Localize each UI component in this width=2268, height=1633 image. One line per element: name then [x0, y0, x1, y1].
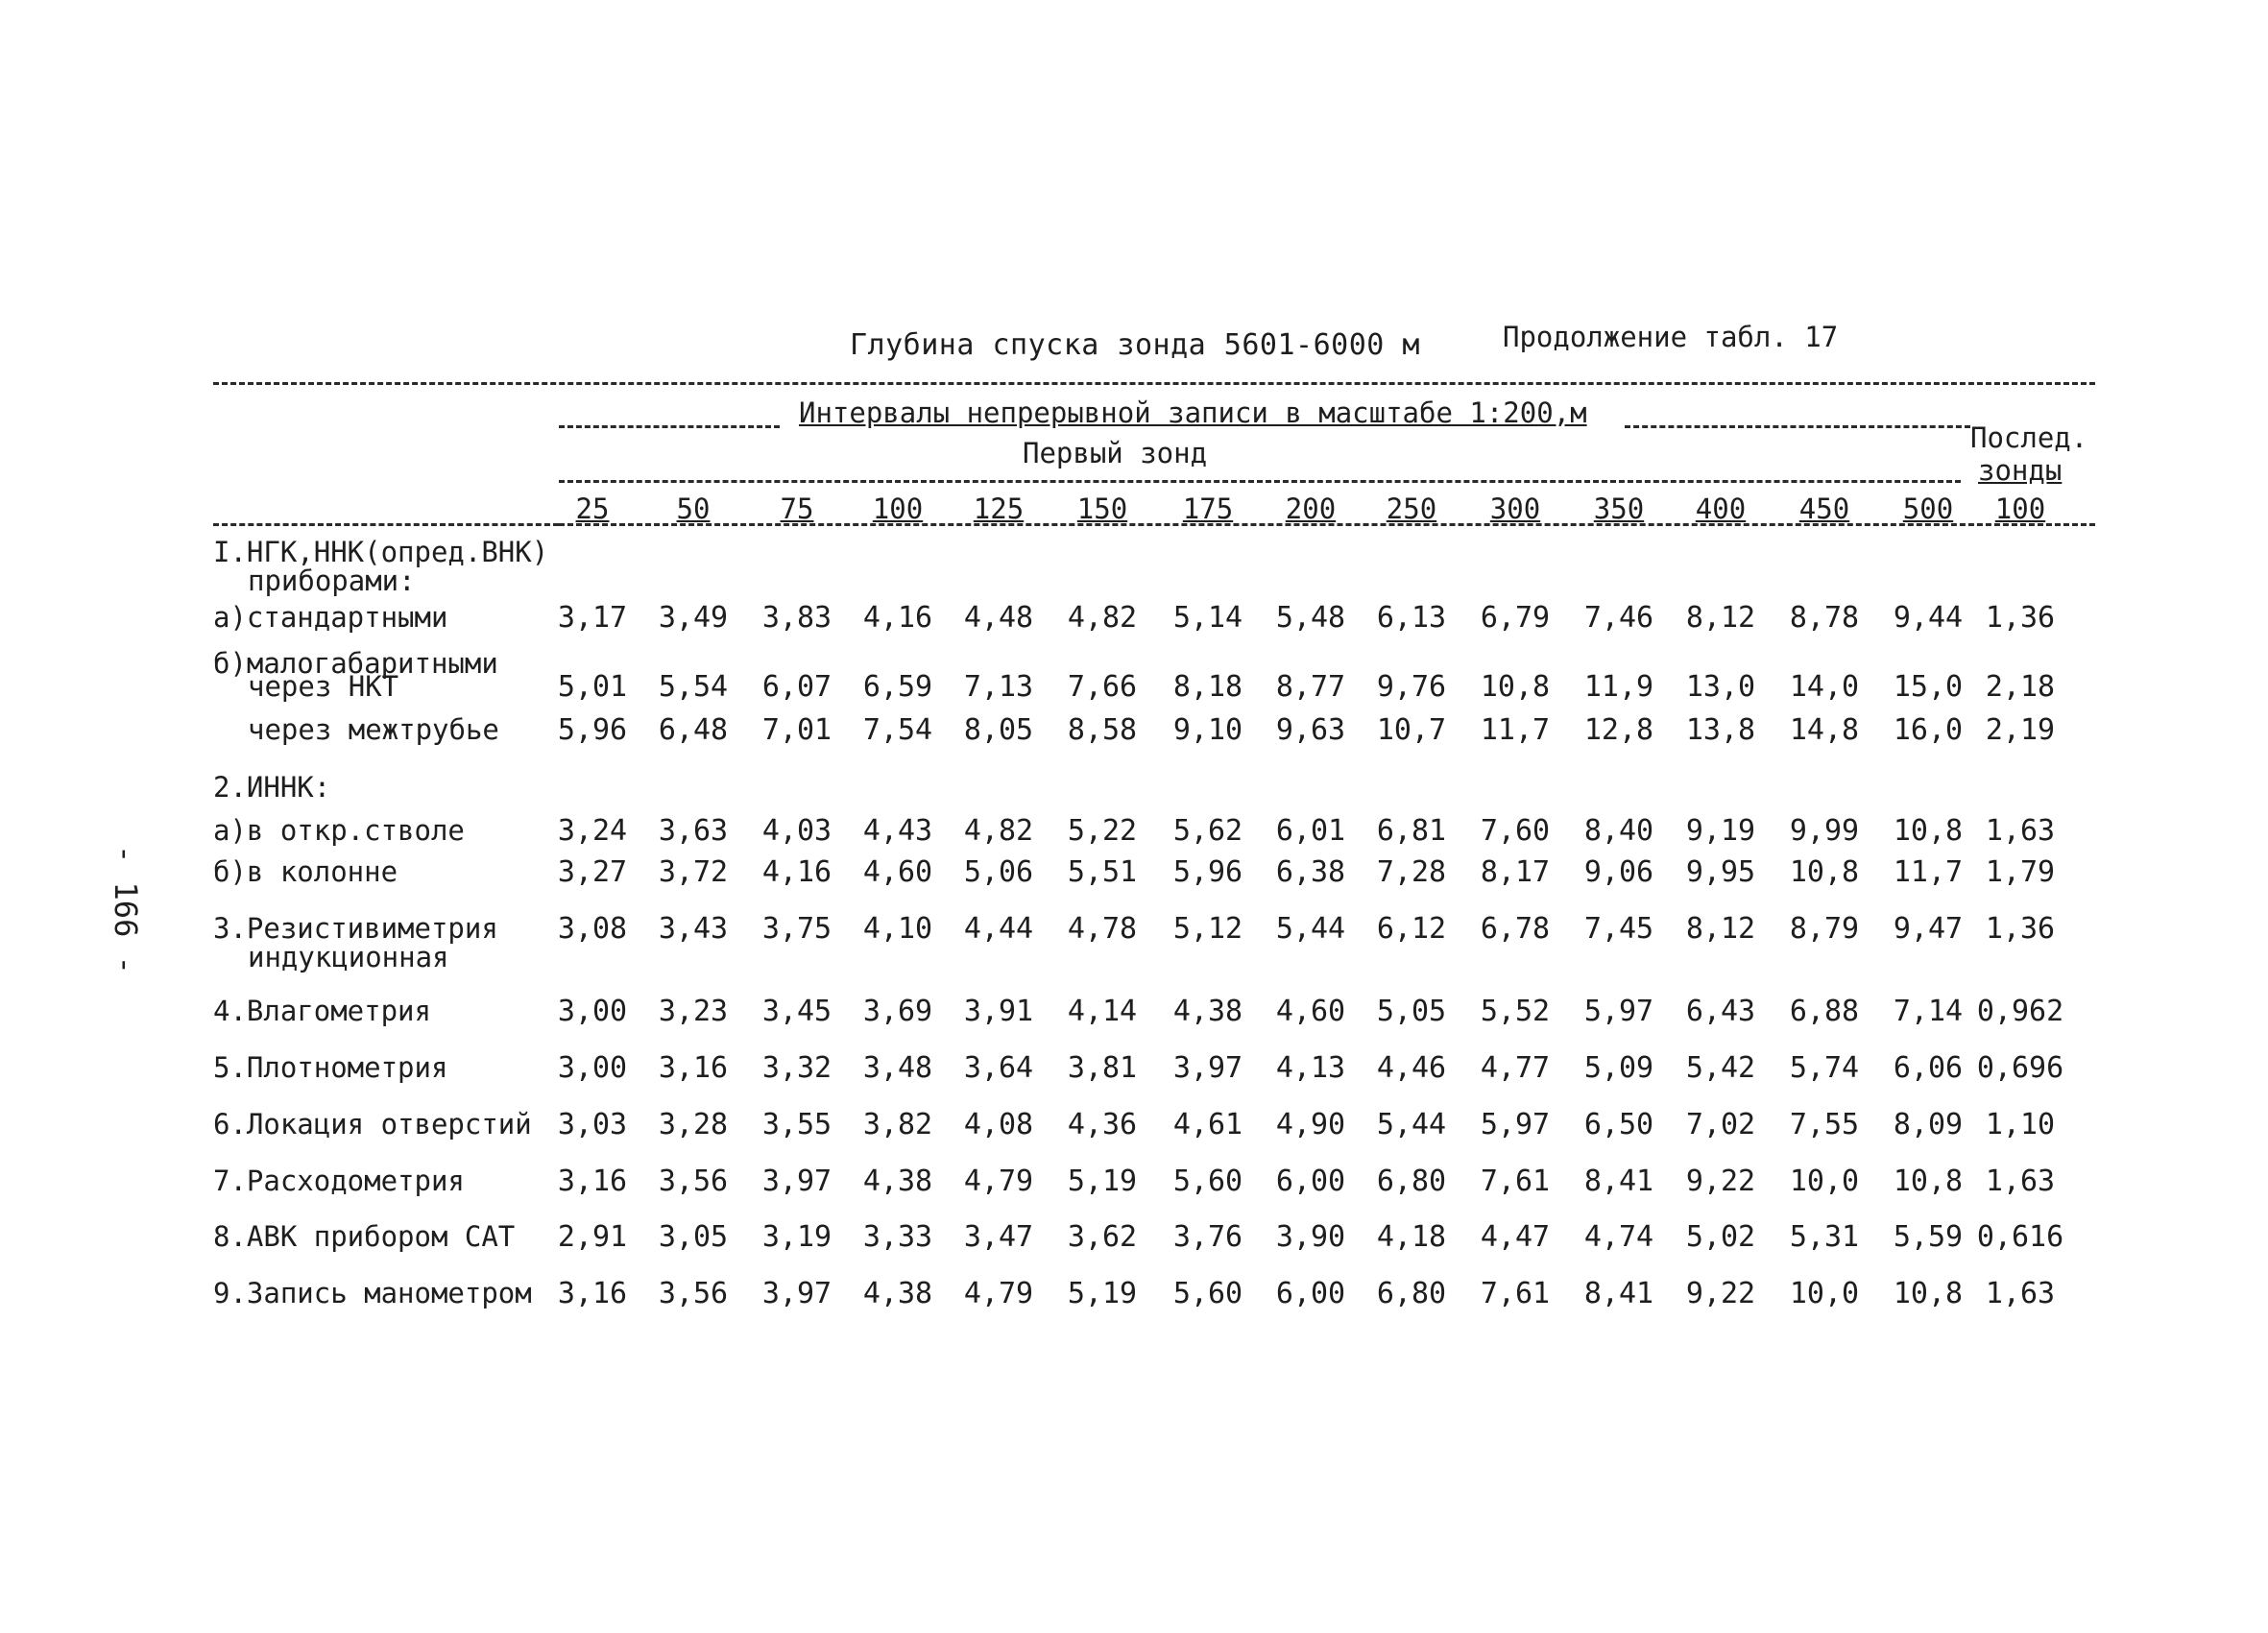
column-header: 100 [1994, 492, 2046, 525]
table-cell: 3,45 [761, 995, 832, 1028]
table-cell: 3,63 [658, 814, 729, 848]
table-cell: 4,60 [862, 855, 933, 889]
table-cell: 6,06 [1893, 1051, 1964, 1085]
table-cell: 10,8 [1480, 670, 1551, 704]
table-cell: 4,18 [1376, 1220, 1447, 1254]
table-cell: 3,72 [658, 855, 729, 889]
group-label-ngk [213, 538, 548, 595]
table-cell: 4,79 [963, 1165, 1034, 1198]
table-cell: 4,38 [1172, 995, 1243, 1028]
table-cell: 5,51 [1067, 855, 1138, 889]
table-cell: 9,22 [1685, 1165, 1756, 1198]
row-label [213, 857, 398, 886]
table-cell: 6,48 [658, 713, 729, 747]
table-cell: 9,44 [1893, 601, 1964, 635]
table-cell: 5,19 [1067, 1165, 1138, 1198]
table-cell: 10,8 [1789, 855, 1860, 889]
row-label-line2: индукционная [248, 941, 449, 973]
table-cell: 7,28 [1376, 855, 1447, 889]
table-cell: 6,81 [1376, 814, 1447, 848]
row-label [213, 1222, 515, 1251]
group-label-ngk-line1: I.НГК,ННК(опред.ВНК) [213, 536, 549, 568]
table-cell: 5,05 [1376, 995, 1447, 1028]
table-cell: 9,47 [1893, 912, 1964, 946]
row-label-line1: 3.Резистивиметрия [213, 912, 498, 945]
column-header: 150 [1076, 492, 1128, 525]
table-cell: 4,48 [963, 601, 1034, 635]
table-cell: 3,56 [658, 1165, 729, 1198]
column-header: 50 [676, 492, 711, 525]
table-cell: 5,52 [1480, 995, 1551, 1028]
group-label-ngk-line2: приборами: [248, 564, 416, 597]
table-cell: 3,32 [761, 1051, 832, 1085]
table-cell: 8,18 [1172, 670, 1243, 704]
first-probe-header: Первый зонд [1023, 437, 1208, 469]
table-cell: 2,91 [557, 1220, 628, 1254]
table-cell: 1,10 [1985, 1108, 2056, 1141]
table-cell: 0,696 [1976, 1051, 2064, 1085]
table-cell: 8,09 [1893, 1108, 1964, 1141]
table-cell: 1,36 [1985, 601, 2056, 635]
table-cell: 3,55 [761, 1108, 832, 1141]
row-label [213, 914, 498, 972]
table-cell: 3,82 [862, 1108, 933, 1141]
table-cell: 4,43 [862, 814, 933, 848]
table-cell: 3,76 [1172, 1220, 1243, 1254]
table-cell: 7,60 [1480, 814, 1551, 848]
table-cell: 6,00 [1275, 1165, 1346, 1198]
table-cell: 4,16 [862, 601, 933, 635]
table-cell: 9,19 [1685, 814, 1756, 848]
table-cell: 5,09 [1583, 1051, 1654, 1085]
row-label [213, 715, 499, 744]
table-cell: 3,00 [557, 995, 628, 1028]
table-cell: 4,36 [1067, 1108, 1138, 1141]
row-label-line1: б)в колонне [213, 855, 398, 888]
table-cell: 3,16 [658, 1051, 729, 1085]
table-cell: 8,12 [1685, 912, 1756, 946]
table-cell: 8,79 [1789, 912, 1860, 946]
column-header: 75 [780, 492, 814, 525]
table-cell: 4,44 [963, 912, 1034, 946]
table-cell: 4,82 [963, 814, 1034, 848]
table-cell: 5,22 [1067, 814, 1138, 848]
table-cell: 0,962 [1976, 995, 2064, 1028]
table-cell: 3,16 [557, 1277, 628, 1310]
table-cell: 1,36 [1985, 912, 2056, 946]
table-cell: 3,24 [557, 814, 628, 848]
column-header: 400 [1695, 492, 1747, 525]
table-cell: 9,76 [1376, 670, 1447, 704]
table-cell: 4,82 [1067, 601, 1138, 635]
table-cell: 4,16 [761, 855, 832, 889]
table-cell: 8,05 [963, 713, 1034, 747]
table-cell: 5,02 [1685, 1220, 1756, 1254]
table-cell: 3,43 [658, 912, 729, 946]
table-cell: 9,10 [1172, 713, 1243, 747]
last-probe-header-line2: зонды [1978, 454, 2063, 487]
table-cell: 4,38 [862, 1277, 933, 1310]
table-cell: 10,0 [1789, 1277, 1860, 1310]
row-label [213, 816, 465, 845]
table-cell: 6,43 [1685, 995, 1756, 1028]
table-cell: 11,7 [1480, 713, 1551, 747]
table-cell: 3,91 [963, 995, 1034, 1028]
row-label [213, 997, 431, 1025]
column-header: 450 [1798, 492, 1850, 525]
table-cell: 16,0 [1893, 713, 1964, 747]
table-cell: 3,97 [761, 1277, 832, 1310]
table-cell: 0,616 [1976, 1220, 2064, 1254]
group-label-innk: 2.ИННК: [213, 771, 331, 804]
table-cell: 3,64 [963, 1051, 1034, 1085]
table-cell: 4,08 [963, 1108, 1034, 1141]
table-cell: 7,45 [1583, 912, 1654, 946]
table-cell: 1,63 [1985, 1277, 2056, 1310]
group-label-small-tools: б)малогабаритными [213, 647, 498, 680]
page-title: Глубина спуска зонда 5601-6000 м [850, 328, 1420, 362]
table-cell: 1,63 [1985, 814, 2056, 848]
table-cell: 4,38 [862, 1165, 933, 1198]
table-cell: 8,12 [1685, 601, 1756, 635]
header-bottom-rule-right [559, 523, 2095, 526]
page-number: - 166 - [108, 845, 144, 974]
table-cell: 4,77 [1480, 1051, 1551, 1085]
row-label [213, 672, 398, 701]
table-cell: 3,05 [658, 1220, 729, 1254]
table-cell: 6,50 [1583, 1108, 1654, 1141]
table-cell: 5,01 [557, 670, 628, 704]
row-label [213, 603, 447, 632]
table-cell: 8,17 [1480, 855, 1551, 889]
table-cell: 4,79 [963, 1277, 1034, 1310]
table-cell: 3,19 [761, 1220, 832, 1254]
table-cell: 4,74 [1583, 1220, 1654, 1254]
table-cell: 7,54 [862, 713, 933, 747]
table-cell: 6,80 [1376, 1165, 1447, 1198]
column-header: 175 [1182, 492, 1234, 525]
table-cell: 5,97 [1480, 1108, 1551, 1141]
table-cell: 5,12 [1172, 912, 1243, 946]
table-cell: 3,27 [557, 855, 628, 889]
table-cell: 5,44 [1376, 1108, 1447, 1141]
header-bottom-rule [213, 523, 559, 526]
table-cell: 4,78 [1067, 912, 1138, 946]
table-cell: 13,8 [1685, 713, 1756, 747]
row-label-line1: 9.Запись манометром [213, 1277, 532, 1309]
table-cell: 1,79 [1985, 855, 2056, 889]
table-cell: 5,62 [1172, 814, 1243, 848]
row-label [213, 1053, 447, 1082]
row-label [213, 1166, 465, 1195]
table-cell: 3,47 [963, 1220, 1034, 1254]
table-cell: 5,42 [1685, 1051, 1756, 1085]
row-label-line1: а)в откр.стволе [213, 814, 465, 847]
table-cell: 5,60 [1172, 1277, 1243, 1310]
row-label-line1: 6.Локация отверстий [213, 1108, 532, 1141]
table-cell: 8,58 [1067, 713, 1138, 747]
column-header: 25 [575, 492, 610, 525]
row-label [213, 1110, 532, 1139]
first-probe-rule [559, 480, 1961, 483]
table-cell: 3,69 [862, 995, 933, 1028]
table-cell: 3,56 [658, 1277, 729, 1310]
table-cell: 9,63 [1275, 713, 1346, 747]
table-cell: 3,23 [658, 995, 729, 1028]
table-cell: 5,59 [1893, 1220, 1964, 1254]
table-cell: 10,8 [1893, 1165, 1964, 1198]
table-cell: 7,61 [1480, 1165, 1551, 1198]
table-cell: 3,81 [1067, 1051, 1138, 1085]
table-cell: 5,31 [1789, 1220, 1860, 1254]
table-cell: 3,03 [557, 1108, 628, 1141]
table-cell: 8,77 [1275, 670, 1346, 704]
table-cell: 7,55 [1789, 1108, 1860, 1141]
top-rule [213, 382, 2095, 385]
table-cell: 3,97 [761, 1165, 832, 1198]
row-label-line1: 8.АВК прибором САТ [213, 1220, 516, 1253]
table-cell: 4,14 [1067, 995, 1138, 1028]
table-cell: 6,59 [862, 670, 933, 704]
table-cell: 6,80 [1376, 1277, 1447, 1310]
row-label [213, 1279, 532, 1308]
table-cell: 4,47 [1480, 1220, 1551, 1254]
table-cell: 5,60 [1172, 1165, 1243, 1198]
table-cell: 11,9 [1583, 670, 1654, 704]
table-cell: 6,88 [1789, 995, 1860, 1028]
table-cell: 15,0 [1893, 670, 1964, 704]
table-cell: 3,17 [557, 601, 628, 635]
table-cell: 3,00 [557, 1051, 628, 1085]
column-header: 100 [872, 492, 924, 525]
table-cell: 4,13 [1275, 1051, 1346, 1085]
table-cell: 5,54 [658, 670, 729, 704]
intervals-rule-right [1625, 425, 1970, 428]
table-cell: 5,74 [1789, 1051, 1860, 1085]
table-cell: 1,63 [1985, 1165, 2056, 1198]
table-cell: 3,49 [658, 601, 729, 635]
table-cell: 3,83 [761, 601, 832, 635]
table-cell: 4,03 [761, 814, 832, 848]
table-cell: 14,8 [1789, 713, 1860, 747]
row-label-line1: через межтрубье [248, 713, 499, 746]
table-cell: 7,66 [1067, 670, 1138, 704]
table-cell: 3,08 [557, 912, 628, 946]
intervals-rule-left [559, 425, 780, 428]
table-cell: 10,7 [1376, 713, 1447, 747]
table-continuation-label: Продолжение табл. 17 [1503, 321, 1839, 353]
table-cell: 10,8 [1893, 1277, 1964, 1310]
intervals-header: Интервалы непрерывной записи в масштабе 1:200,м [799, 396, 1587, 429]
table-cell: 8,78 [1789, 601, 1860, 635]
table-cell: 6,01 [1275, 814, 1346, 848]
table-cell: 14,0 [1789, 670, 1860, 704]
column-header: 125 [973, 492, 1025, 525]
table-cell: 13,0 [1685, 670, 1756, 704]
table-cell: 3,16 [557, 1165, 628, 1198]
table-cell: 8,41 [1583, 1277, 1654, 1310]
row-label-line1: 7.Расходометрия [213, 1165, 465, 1197]
table-cell: 6,07 [761, 670, 832, 704]
table-cell: 6,12 [1376, 912, 1447, 946]
table-cell: 6,38 [1275, 855, 1346, 889]
table-cell: 7,61 [1480, 1277, 1551, 1310]
table-cell: 5,97 [1583, 995, 1654, 1028]
table-cell: 3,75 [761, 912, 832, 946]
table-cell: 4,46 [1376, 1051, 1447, 1085]
table-cell: 4,10 [862, 912, 933, 946]
row-label-line1: 4.Влагометрия [213, 995, 431, 1027]
column-header: 200 [1285, 492, 1337, 525]
table-cell: 9,99 [1789, 814, 1860, 848]
table-cell: 3,28 [658, 1108, 729, 1141]
table-cell: 3,62 [1067, 1220, 1138, 1254]
row-label-line1: а)стандартными [213, 601, 448, 634]
table-cell: 7,01 [761, 713, 832, 747]
table-cell: 3,48 [862, 1051, 933, 1085]
row-label-line1: 5.Плотнометрия [213, 1051, 448, 1084]
column-header: 300 [1489, 492, 1541, 525]
table-cell: 4,60 [1275, 995, 1346, 1028]
table-cell: 9,95 [1685, 855, 1756, 889]
table-cell: 9,06 [1583, 855, 1654, 889]
table-cell: 5,48 [1275, 601, 1346, 635]
table-cell: 10,0 [1789, 1165, 1860, 1198]
table-cell: 10,8 [1893, 814, 1964, 848]
table-cell: 6,79 [1480, 601, 1551, 635]
table-cell: 4,90 [1275, 1108, 1346, 1141]
table-cell: 8,41 [1583, 1165, 1654, 1198]
column-header: 500 [1902, 492, 1954, 525]
row-label-line1: через НКТ [248, 670, 399, 703]
table-cell: 6,00 [1275, 1277, 1346, 1310]
table-cell: 9,22 [1685, 1277, 1756, 1310]
table-cell: 3,97 [1172, 1051, 1243, 1085]
column-header: 250 [1386, 492, 1437, 525]
column-header: 350 [1593, 492, 1645, 525]
table-cell: 5,14 [1172, 601, 1243, 635]
table-cell: 8,40 [1583, 814, 1654, 848]
table-cell: 3,90 [1275, 1220, 1346, 1254]
table-cell: 5,44 [1275, 912, 1346, 946]
table-cell: 6,78 [1480, 912, 1551, 946]
table-cell: 6,13 [1376, 601, 1447, 635]
table-cell: 5,96 [557, 713, 628, 747]
table-cell: 4,61 [1172, 1108, 1243, 1141]
table-cell: 12,8 [1583, 713, 1654, 747]
last-probe-header-line1: Послед. [1970, 421, 2088, 454]
table-cell: 5,06 [963, 855, 1034, 889]
table-cell: 5,19 [1067, 1277, 1138, 1310]
table-cell: 7,46 [1583, 601, 1654, 635]
table-cell: 7,14 [1893, 995, 1964, 1028]
table-cell: 2,19 [1985, 713, 2056, 747]
table-cell: 7,02 [1685, 1108, 1756, 1141]
table-cell: 3,33 [862, 1220, 933, 1254]
table-cell: 11,7 [1893, 855, 1964, 889]
table-cell: 7,13 [963, 670, 1034, 704]
table-cell: 2,18 [1985, 670, 2056, 704]
table-cell: 5,96 [1172, 855, 1243, 889]
